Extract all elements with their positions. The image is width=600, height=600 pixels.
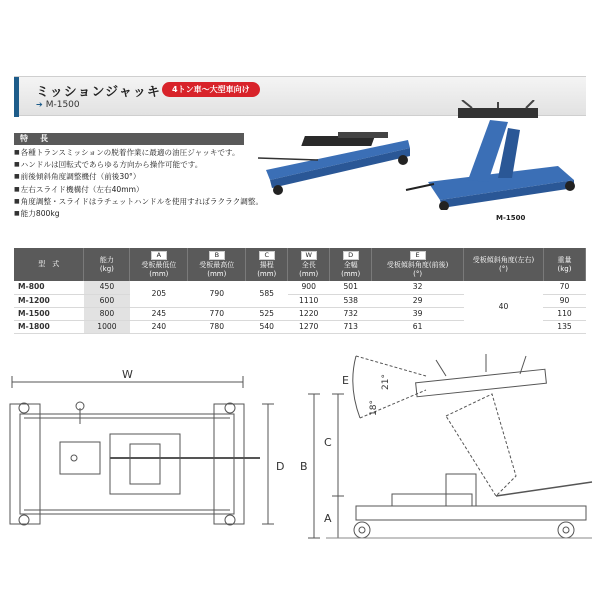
cell-b-merged: 790 [188,281,246,307]
small-jack-image [258,132,410,195]
header-d-text: 全幅 (mm) [341,260,361,278]
w-label: W [122,368,133,381]
feature-item: ■ 能力800kg [14,208,254,220]
header-c [246,248,288,281]
cell-e: 29 [372,294,464,307]
cell-b: 780 [188,320,246,333]
header-w-text: 全長 (mm) [299,260,319,278]
frame-right-rail [214,404,244,524]
cell-d: 501 [330,281,372,294]
cell-e: 39 [372,307,464,320]
cell-a-merged: 205 [130,281,188,307]
cell-w: 1220 [288,307,330,320]
cell-d: 713 [330,320,372,333]
header-b [188,248,246,281]
cell-d: 732 [330,307,372,320]
jack-base [356,506,586,520]
wheel-icon [354,522,370,538]
letter-d: D [343,251,359,260]
header-e [372,248,464,281]
header-a-text: 受板最低位 (mm) [141,260,177,278]
letter-a: A [151,251,167,260]
angle-18-label: 18° [369,400,379,416]
e-angle-arc [353,356,360,418]
cell-b: 770 [188,307,246,320]
d-label: D [276,460,285,473]
cell-model: M-800 [14,281,84,294]
product-photo [258,100,598,210]
model-number [36,100,80,110]
table-row [14,281,586,294]
cell-capacity: 800 [84,307,130,320]
cell-weight: 110 [543,307,585,320]
cell-weight: 135 [543,320,585,333]
cell-model: M-1200 [14,294,84,307]
cell-c: 525 [246,307,288,320]
header-tilt-lr [464,248,544,281]
header-capacity [84,248,130,281]
side-handle [496,482,592,496]
feature-item: ■ ハンドルは回転式であらゆる方向から操作可能です。 [14,159,254,171]
feature-item: ■ 各種トランスミッションの脱着作業に最適の油圧ジャッキです。 [14,147,254,159]
header-w [288,248,330,281]
cell-w: 1110 [288,294,330,307]
header-accent-bar [14,77,19,117]
wheel-icon [558,522,574,538]
header-weight-text: 重量 (kg) [557,255,572,273]
cell-d: 538 [330,294,372,307]
cell-model: M-1800 [14,320,84,333]
cell-e: 32 [372,281,464,294]
cell-e: 61 [372,320,464,333]
cell-capacity: 600 [84,294,130,307]
header-weight [543,248,585,281]
angle-21-label: 21° [381,374,391,390]
spec-table [14,248,586,334]
cell-capacity: 450 [84,281,130,294]
header-capacity-text: 能力 (kg) [99,255,114,273]
saddle-raised [416,369,547,397]
feature-item: ■ 角度調整・スライドはラチェットハンドルを使用すればラクラク調整。 [14,196,254,208]
cell-c-merged: 585 [246,281,288,307]
b-label: B [300,460,308,473]
a-label: A [324,512,332,525]
features-list [14,147,264,220]
c-label: C [324,436,332,449]
lift-arm [446,394,516,496]
frame-left-rail [10,404,40,524]
cell-a: 240 [130,320,188,333]
photo-model-label: M-1500 [496,214,526,222]
cell-capacity: 1000 [84,320,130,333]
pump-cylinder [71,455,77,461]
header-tilt-lr-text: 受板傾斜角度(左右) (°) [472,255,535,273]
header-d [330,248,372,281]
header-c-text: 揚程 (mm) [257,260,277,278]
cell-a: 245 [130,307,188,320]
cell-w: 1270 [288,320,330,333]
cell-w: 900 [288,281,330,294]
product-title: ミッションジャッキ [36,85,161,100]
letter-c: C [259,251,275,260]
letter-e: E [410,251,426,260]
header-b-text: 受板最高位 (mm) [199,260,235,278]
arrow-right-icon: ➔ [36,100,43,109]
feature-item: ■ 前後傾斜角度調整機付（前後30°） [14,171,254,183]
model-number-text: M-1500 [45,100,80,110]
cell-weight: 70 [543,281,585,294]
cell-weight: 90 [543,294,585,307]
table-header-row [14,248,586,281]
header-a [130,248,188,281]
cell-model: M-1500 [14,307,84,320]
target-vehicle-badge: 4トン車～大型車向け [162,82,260,97]
cell-tilt-lr-merged: 40 [464,281,544,333]
side-view-drawing [296,346,596,546]
cell-c: 540 [246,320,288,333]
header-e-text: 受板傾斜角度(前後) (°) [386,260,449,278]
top-view-drawing [0,362,300,542]
e-label: E [342,374,349,387]
header-model: 型 式 [14,248,84,281]
features-heading: 特 長 [14,133,244,145]
letter-b: B [209,251,225,260]
large-jack-image [406,100,575,210]
letter-w: W [301,251,317,260]
feature-item: ■ 左右スライド機構付（左右40mm） [14,184,254,196]
